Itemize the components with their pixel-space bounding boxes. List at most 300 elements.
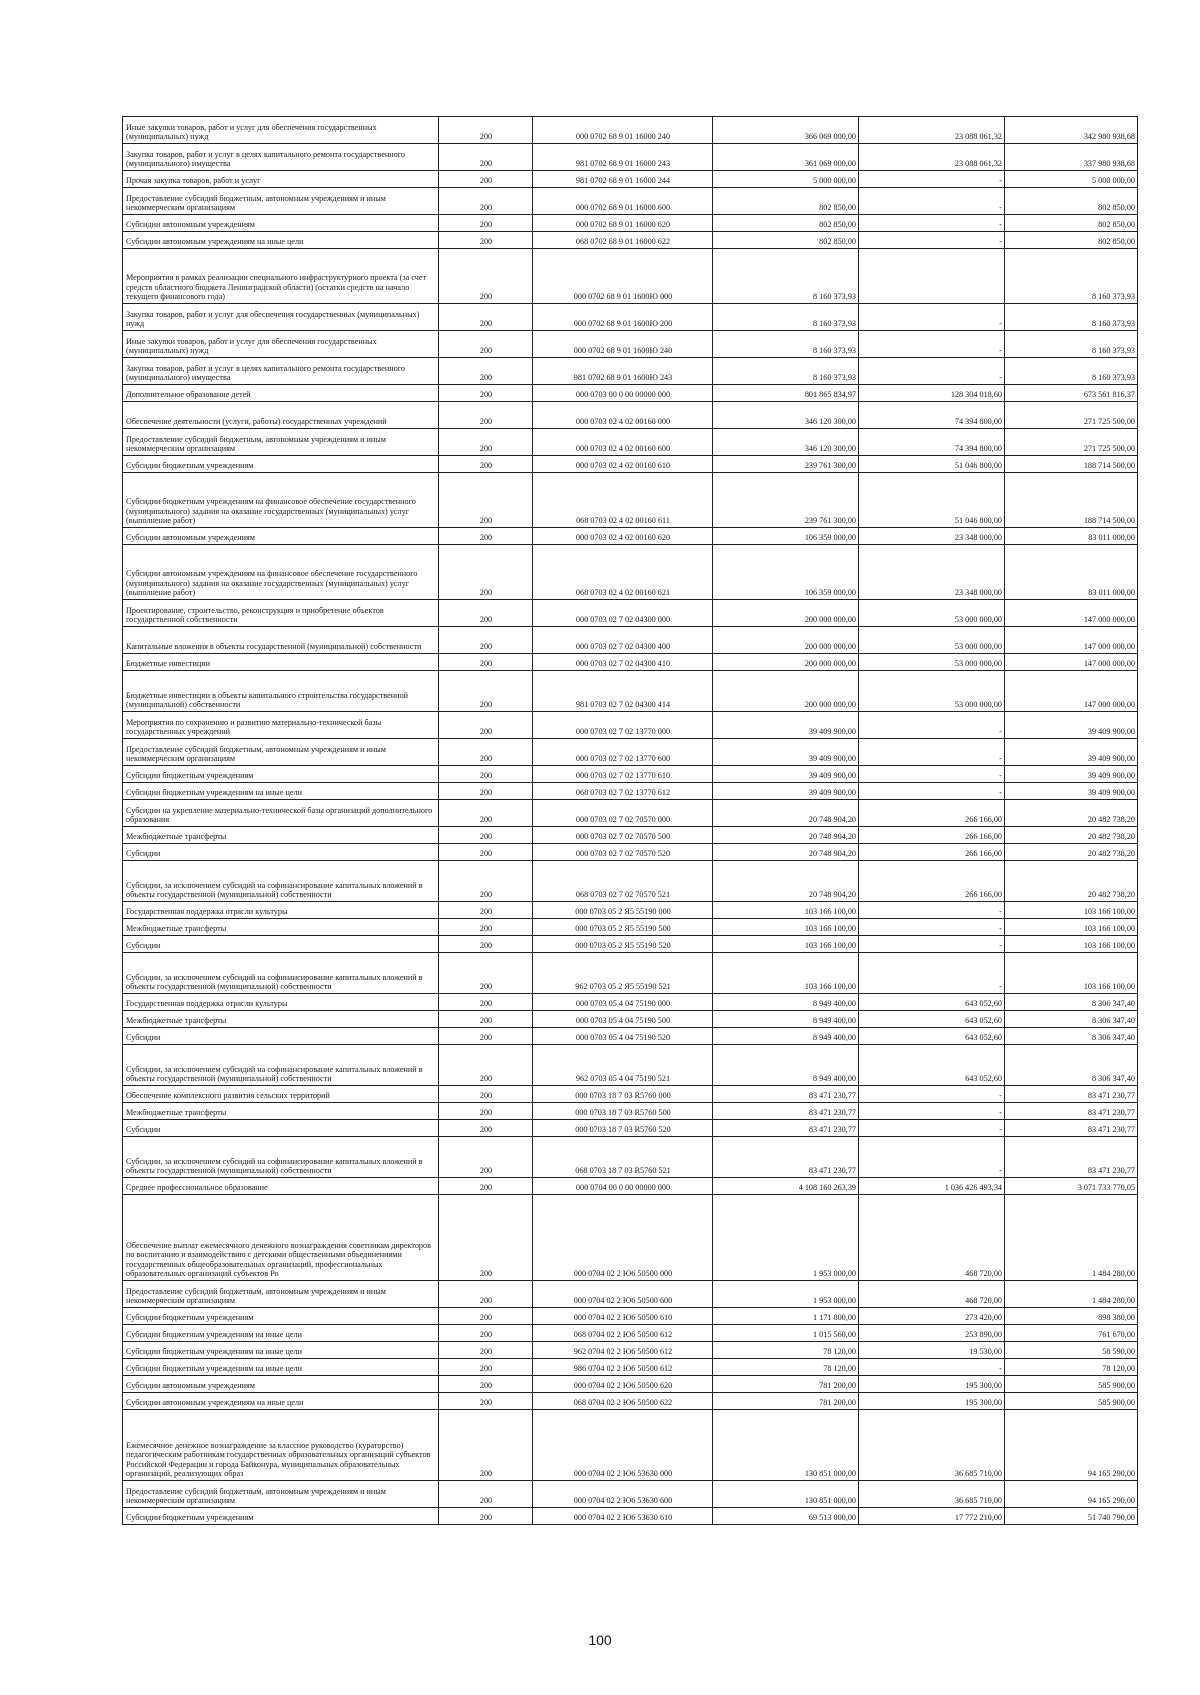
row-unexecuted-amount: 78 120,00 bbox=[1005, 1359, 1138, 1376]
table-row bbox=[123, 919, 1138, 936]
row-approved-amount: 8 160 373,93 bbox=[713, 358, 859, 385]
table-row bbox=[123, 1359, 1138, 1376]
row-unexecuted-amount: 147 000 000,00 bbox=[1005, 671, 1138, 712]
row-unexecuted-amount: 20 482 738,20 bbox=[1005, 800, 1138, 827]
row-executed-amount: - bbox=[859, 766, 1005, 783]
row-unexecuted-amount: 94 165 290,00 bbox=[1005, 1410, 1138, 1481]
row-executed-amount: - bbox=[859, 712, 1005, 739]
row-line-code: 200 bbox=[439, 171, 533, 188]
row-classification-code: 068 0703 02 4 02 00160 611 bbox=[533, 473, 713, 528]
table-row bbox=[123, 739, 1138, 766]
row-executed-amount: - bbox=[859, 936, 1005, 953]
row-name: Мероприятия в рамках реализации специального инфраструктурного проекта (за счет средств областного бюджета Ленинградской области) (остатки средств на начало текущего финансового года) bbox=[123, 249, 439, 304]
row-unexecuted-amount: 147 000 000,00 bbox=[1005, 627, 1138, 654]
row-unexecuted-amount: 802 850,00 bbox=[1005, 215, 1138, 232]
table-row bbox=[123, 671, 1138, 712]
row-unexecuted-amount: 8 306 347,40 bbox=[1005, 1045, 1138, 1086]
row-line-code: 200 bbox=[439, 1045, 533, 1086]
row-line-code: 200 bbox=[439, 528, 533, 545]
row-approved-amount: 106 359 000,00 bbox=[713, 528, 859, 545]
table-row bbox=[123, 1120, 1138, 1137]
row-name: Проектирование, строительство, реконструкция и приобретение объектов государственной собственности bbox=[123, 600, 439, 627]
row-unexecuted-amount: 585 900,00 bbox=[1005, 1376, 1138, 1393]
table-row bbox=[123, 1011, 1138, 1028]
table-row bbox=[123, 994, 1138, 1011]
row-line-code: 200 bbox=[439, 1376, 533, 1393]
row-name: Субсидии, за исключением субсидий на софинансирование капитальных вложений в объекты государственной (муниципальной) собственности bbox=[123, 861, 439, 902]
row-executed-amount bbox=[859, 249, 1005, 304]
row-name: Субсидии bbox=[123, 1028, 439, 1045]
row-executed-amount: 1 036 426 493,34 bbox=[859, 1178, 1005, 1195]
row-classification-code: 068 0704 02 2 Ю6 50500 622 bbox=[533, 1393, 713, 1410]
row-name: Ежемесячное денежное вознаграждение за классное руководство (кураторство) педагогическим работникам государственных образовательных организаций субъектов Российской Федерации и города Байконура, муниципальных образовательных организаций, реализующих образ bbox=[123, 1410, 439, 1481]
row-executed-amount: - bbox=[859, 783, 1005, 800]
row-classification-code: 000 0702 68 9 01 16000 600 bbox=[533, 188, 713, 215]
table-row bbox=[123, 827, 1138, 844]
row-executed-amount: 195 300,00 bbox=[859, 1393, 1005, 1410]
row-name: Субсидии bbox=[123, 936, 439, 953]
row-classification-code: 000 0704 02 2 Ю6 50500 000 bbox=[533, 1195, 713, 1281]
table-row bbox=[123, 654, 1138, 671]
row-unexecuted-amount: 103 166 100,00 bbox=[1005, 919, 1138, 936]
table-row bbox=[123, 473, 1138, 528]
row-line-code: 200 bbox=[439, 429, 533, 456]
row-line-code: 200 bbox=[439, 144, 533, 171]
row-approved-amount: 83 471 230,77 bbox=[713, 1120, 859, 1137]
row-approved-amount: 781 200,00 bbox=[713, 1376, 859, 1393]
row-executed-amount: 74 394 800,00 bbox=[859, 402, 1005, 429]
row-line-code: 200 bbox=[439, 712, 533, 739]
row-executed-amount: 253 890,00 bbox=[859, 1325, 1005, 1342]
row-unexecuted-amount: 673 561 816,37 bbox=[1005, 385, 1138, 402]
row-executed-amount: 17 772 210,00 bbox=[859, 1508, 1005, 1525]
row-approved-amount: 8 949 400,00 bbox=[713, 994, 859, 1011]
row-line-code: 200 bbox=[439, 1137, 533, 1178]
row-name: Субсидии автономным учреждениям на иные цели bbox=[123, 1393, 439, 1410]
row-unexecuted-amount: 39 409 900,00 bbox=[1005, 783, 1138, 800]
row-classification-code: 986 0704 02 2 Ю6 50500 612 bbox=[533, 1359, 713, 1376]
row-unexecuted-amount: 8 160 373,93 bbox=[1005, 331, 1138, 358]
row-executed-amount: 19 530,00 bbox=[859, 1342, 1005, 1359]
row-executed-amount: - bbox=[859, 739, 1005, 766]
row-line-code: 200 bbox=[439, 304, 533, 331]
row-line-code: 200 bbox=[439, 1393, 533, 1410]
row-line-code: 200 bbox=[439, 1028, 533, 1045]
row-approved-amount: 78 120,00 bbox=[713, 1342, 859, 1359]
row-line-code: 200 bbox=[439, 739, 533, 766]
row-line-code: 200 bbox=[439, 215, 533, 232]
row-classification-code: 000 0702 68 9 01 16000 620 bbox=[533, 215, 713, 232]
row-line-code: 200 bbox=[439, 188, 533, 215]
row-executed-amount: - bbox=[859, 953, 1005, 994]
row-approved-amount: 8 160 373,93 bbox=[713, 304, 859, 331]
row-executed-amount: 643 052,60 bbox=[859, 994, 1005, 1011]
row-approved-amount: 366 069 000,00 bbox=[713, 117, 859, 144]
row-line-code: 200 bbox=[439, 953, 533, 994]
row-line-code: 200 bbox=[439, 861, 533, 902]
table-row bbox=[123, 1086, 1138, 1103]
row-name: Субсидии бюджетным учреждениям bbox=[123, 766, 439, 783]
row-executed-amount: - bbox=[859, 919, 1005, 936]
row-classification-code: 962 0703 05 4 04 75190 521 bbox=[533, 1045, 713, 1086]
table-row bbox=[123, 1393, 1138, 1410]
row-classification-code: 068 0703 02 4 02 00160 621 bbox=[533, 545, 713, 600]
row-unexecuted-amount: 271 725 500,00 bbox=[1005, 429, 1138, 456]
row-classification-code: 981 0703 02 7 02 04300 414 bbox=[533, 671, 713, 712]
row-executed-amount: 36 685 710,00 bbox=[859, 1481, 1005, 1508]
row-classification-code: 000 0703 02 4 02 00160 620 bbox=[533, 528, 713, 545]
table-row bbox=[123, 215, 1138, 232]
row-name: Субсидии bbox=[123, 844, 439, 861]
row-unexecuted-amount: 898 380,00 bbox=[1005, 1308, 1138, 1325]
row-line-code: 200 bbox=[439, 902, 533, 919]
table-row bbox=[123, 844, 1138, 861]
table-row bbox=[123, 712, 1138, 739]
row-classification-code: 000 0703 05 2 Я5 55190 500 bbox=[533, 919, 713, 936]
row-approved-amount: 20 748 904,20 bbox=[713, 844, 859, 861]
row-executed-amount: 266 166,00 bbox=[859, 844, 1005, 861]
budget-table bbox=[122, 116, 1138, 1525]
row-name: Закупка товаров, работ и услуг для обеспечения государственных (муниципальных) нужд bbox=[123, 304, 439, 331]
row-name: Закупка товаров, работ и услуг в целях капитального ремонта государственного (муниципального) имущества bbox=[123, 358, 439, 385]
table-row bbox=[123, 600, 1138, 627]
row-unexecuted-amount: 1 484 280,00 bbox=[1005, 1281, 1138, 1308]
table-row bbox=[123, 1308, 1138, 1325]
row-unexecuted-amount: 3 071 733 770,05 bbox=[1005, 1178, 1138, 1195]
row-approved-amount: 83 471 230,77 bbox=[713, 1103, 859, 1120]
table-row bbox=[123, 1028, 1138, 1045]
row-executed-amount: - bbox=[859, 1086, 1005, 1103]
row-executed-amount: - bbox=[859, 1137, 1005, 1178]
table-row bbox=[123, 456, 1138, 473]
row-classification-code: 000 0703 02 7 02 04300 000 bbox=[533, 600, 713, 627]
row-approved-amount: 69 513 000,00 bbox=[713, 1508, 859, 1525]
row-unexecuted-amount: 58 590,00 bbox=[1005, 1342, 1138, 1359]
row-classification-code: 000 0703 02 7 02 13770 000 bbox=[533, 712, 713, 739]
row-name: Субсидии bbox=[123, 1120, 439, 1137]
row-executed-amount: 195 300,00 bbox=[859, 1376, 1005, 1393]
row-approved-amount: 8 949 400,00 bbox=[713, 1011, 859, 1028]
row-name: Иные закупки товаров, работ и услуг для обеспечения государственных (муниципальных) нужд bbox=[123, 117, 439, 144]
row-classification-code: 000 0704 02 2 Ю6 53630 600 bbox=[533, 1481, 713, 1508]
row-unexecuted-amount: 103 166 100,00 bbox=[1005, 936, 1138, 953]
row-approved-amount: 802 850,00 bbox=[713, 188, 859, 215]
row-classification-code: 000 0703 02 4 02 00160 000 bbox=[533, 402, 713, 429]
row-unexecuted-amount: 8 160 373,93 bbox=[1005, 304, 1138, 331]
row-executed-amount: 23 348 000,00 bbox=[859, 528, 1005, 545]
row-name: Среднее профессиональное образование bbox=[123, 1178, 439, 1195]
table-row bbox=[123, 1325, 1138, 1342]
row-name: Бюджетные инвестиции в объекты капитального строительства государственной (муниципальной) собственности bbox=[123, 671, 439, 712]
row-name: Субсидии бюджетным учреждениям на финансовое обеспечение государственного (муниципального) задания на оказание государственных (муниципальных) услуг (выполнение работ) bbox=[123, 473, 439, 528]
row-name: Субсидии автономным учреждениям на финансовое обеспечение государственного (муниципального) задания на оказание государственных (муниципальных) услуг (выполнение работ) bbox=[123, 545, 439, 600]
row-approved-amount: 8 160 373,93 bbox=[713, 249, 859, 304]
row-name: Межбюджетные трансферты bbox=[123, 1103, 439, 1120]
row-executed-amount: 51 046 800,00 bbox=[859, 456, 1005, 473]
row-executed-amount: - bbox=[859, 358, 1005, 385]
row-line-code: 200 bbox=[439, 232, 533, 249]
budget-table-container bbox=[122, 116, 1138, 1525]
row-unexecuted-amount: 20 482 738,20 bbox=[1005, 844, 1138, 861]
row-classification-code: 000 0703 02 7 02 04300 400 bbox=[533, 627, 713, 654]
row-name: Субсидии бюджетным учреждениям на иные цели bbox=[123, 1359, 439, 1376]
row-name: Межбюджетные трансферты bbox=[123, 827, 439, 844]
row-approved-amount: 801 865 834,97 bbox=[713, 385, 859, 402]
table-row bbox=[123, 1481, 1138, 1508]
row-classification-code: 000 0704 02 2 Ю6 53630 000 bbox=[533, 1410, 713, 1481]
row-approved-amount: 346 120 300,00 bbox=[713, 402, 859, 429]
row-unexecuted-amount: 39 409 900,00 bbox=[1005, 766, 1138, 783]
row-line-code: 200 bbox=[439, 1342, 533, 1359]
row-line-code: 200 bbox=[439, 402, 533, 429]
row-name: Государственная поддержка отрасли культуры bbox=[123, 902, 439, 919]
row-unexecuted-amount: 8 306 347,40 bbox=[1005, 1011, 1138, 1028]
table-row bbox=[123, 429, 1138, 456]
table-row bbox=[123, 188, 1138, 215]
row-name: Субсидии бюджетным учреждениям bbox=[123, 456, 439, 473]
row-unexecuted-amount: 20 482 738,20 bbox=[1005, 861, 1138, 902]
row-line-code: 200 bbox=[439, 1178, 533, 1195]
row-executed-amount: - bbox=[859, 1359, 1005, 1376]
row-line-code: 200 bbox=[439, 1195, 533, 1281]
row-name: Субсидии бюджетным учреждениям bbox=[123, 1508, 439, 1525]
row-classification-code: 000 0704 02 2 Ю6 53630 610 bbox=[533, 1508, 713, 1525]
row-executed-amount: - bbox=[859, 215, 1005, 232]
row-unexecuted-amount: 8 306 347,40 bbox=[1005, 1028, 1138, 1045]
row-executed-amount: - bbox=[859, 232, 1005, 249]
table-row bbox=[123, 232, 1138, 249]
row-line-code: 200 bbox=[439, 358, 533, 385]
row-name: Субсидии автономным учреждениям bbox=[123, 1376, 439, 1393]
row-executed-amount: 53 000 000,00 bbox=[859, 671, 1005, 712]
row-classification-code: 000 0703 02 7 02 13770 610 bbox=[533, 766, 713, 783]
row-unexecuted-amount: 188 714 500,00 bbox=[1005, 456, 1138, 473]
row-classification-code: 981 0702 68 9 01 16000 243 bbox=[533, 144, 713, 171]
page-number: 100 bbox=[588, 1632, 612, 1648]
row-classification-code: 000 0703 05 4 04 75190 520 bbox=[533, 1028, 713, 1045]
row-executed-amount: - bbox=[859, 304, 1005, 331]
table-row bbox=[123, 171, 1138, 188]
row-approved-amount: 346 120 300,00 bbox=[713, 429, 859, 456]
table-row bbox=[123, 800, 1138, 827]
row-approved-amount: 8 949 400,00 bbox=[713, 1028, 859, 1045]
row-classification-code: 000 0704 02 2 Ю6 50500 610 bbox=[533, 1308, 713, 1325]
row-name: Предоставление субсидий бюджетным, автономным учреждениям и иным некоммерческим организациям bbox=[123, 1481, 439, 1508]
table-row bbox=[123, 861, 1138, 902]
row-executed-amount: 643 052,60 bbox=[859, 1028, 1005, 1045]
row-name: Иные закупки товаров, работ и услуг для обеспечения государственных (муниципальных) нужд bbox=[123, 331, 439, 358]
row-name: Межбюджетные трансферты bbox=[123, 919, 439, 936]
row-approved-amount: 781 200,00 bbox=[713, 1393, 859, 1410]
row-unexecuted-amount: 39 409 900,00 bbox=[1005, 739, 1138, 766]
table-row bbox=[123, 1103, 1138, 1120]
row-classification-code: 000 0703 05 4 04 75190 500 bbox=[533, 1011, 713, 1028]
row-name: Бюджетные инвестиции bbox=[123, 654, 439, 671]
row-line-code: 200 bbox=[439, 844, 533, 861]
table-row bbox=[123, 1342, 1138, 1359]
row-executed-amount: 53 000 000,00 bbox=[859, 654, 1005, 671]
row-classification-code: 068 0704 02 2 Ю6 50500 612 bbox=[533, 1325, 713, 1342]
row-name: Межбюджетные трансферты bbox=[123, 1011, 439, 1028]
row-approved-amount: 239 761 300,00 bbox=[713, 473, 859, 528]
row-line-code: 200 bbox=[439, 766, 533, 783]
table-row bbox=[123, 953, 1138, 994]
row-classification-code: 000 0703 02 7 02 13770 600 bbox=[533, 739, 713, 766]
row-name: Предоставление субсидий бюджетным, автономным учреждениям и иным некоммерческим организациям bbox=[123, 1281, 439, 1308]
row-name: Закупка товаров, работ и услуг в целях капитального ремонта государственного (муниципального) имущества bbox=[123, 144, 439, 171]
row-executed-amount: 468 720,00 bbox=[859, 1195, 1005, 1281]
row-approved-amount: 200 000 000,00 bbox=[713, 600, 859, 627]
row-unexecuted-amount: 147 000 000,00 bbox=[1005, 654, 1138, 671]
table-row bbox=[123, 1508, 1138, 1525]
row-approved-amount: 130 851 000,00 bbox=[713, 1410, 859, 1481]
row-approved-amount: 20 748 904,20 bbox=[713, 861, 859, 902]
row-unexecuted-amount: 83 471 230,77 bbox=[1005, 1137, 1138, 1178]
row-classification-code: 000 0703 05 4 04 75190 000 bbox=[533, 994, 713, 1011]
row-approved-amount: 78 120,00 bbox=[713, 1359, 859, 1376]
row-executed-amount: - bbox=[859, 1120, 1005, 1137]
row-line-code: 200 bbox=[439, 654, 533, 671]
row-classification-code: 981 0702 68 9 01 1600Ю 243 bbox=[533, 358, 713, 385]
row-approved-amount: 103 166 100,00 bbox=[713, 902, 859, 919]
row-unexecuted-amount: 83 471 230,77 bbox=[1005, 1120, 1138, 1137]
row-classification-code: 000 0703 05 2 Я5 55190 000 bbox=[533, 902, 713, 919]
row-approved-amount: 103 166 100,00 bbox=[713, 936, 859, 953]
row-name: Прочая закупка товаров, работ и услуг bbox=[123, 171, 439, 188]
row-classification-code: 000 0703 02 4 02 00160 610 bbox=[533, 456, 713, 473]
row-approved-amount: 103 166 100,00 bbox=[713, 953, 859, 994]
row-line-code: 200 bbox=[439, 545, 533, 600]
table-row bbox=[123, 331, 1138, 358]
table-row bbox=[123, 936, 1138, 953]
table-row bbox=[123, 1410, 1138, 1481]
row-classification-code: 000 0703 18 7 03 R5760 500 bbox=[533, 1103, 713, 1120]
row-unexecuted-amount: 8 160 373,93 bbox=[1005, 358, 1138, 385]
row-classification-code: 000 0702 68 9 01 1600Ю 200 bbox=[533, 304, 713, 331]
row-approved-amount: 83 471 230,77 bbox=[713, 1137, 859, 1178]
row-name: Субсидии, за исключением субсидий на софинансирование капитальных вложений в объекты государственной (муниципальной) собственности bbox=[123, 1045, 439, 1086]
row-line-code: 200 bbox=[439, 456, 533, 473]
row-unexecuted-amount: 342 980 938,68 bbox=[1005, 117, 1138, 144]
row-approved-amount: 130 851 000,00 bbox=[713, 1481, 859, 1508]
row-unexecuted-amount: 94 165 290,00 bbox=[1005, 1481, 1138, 1508]
row-line-code: 200 bbox=[439, 1325, 533, 1342]
table-row bbox=[123, 783, 1138, 800]
row-line-code: 200 bbox=[439, 1359, 533, 1376]
row-classification-code: 000 0704 02 2 Ю6 50500 600 bbox=[533, 1281, 713, 1308]
row-classification-code: 068 0703 02 7 02 13770 612 bbox=[533, 783, 713, 800]
row-classification-code: 000 0704 02 2 Ю6 50500 620 bbox=[533, 1376, 713, 1393]
row-line-code: 200 bbox=[439, 1481, 533, 1508]
row-classification-code: 000 0703 02 7 02 70570 500 bbox=[533, 827, 713, 844]
row-line-code: 200 bbox=[439, 936, 533, 953]
table-row bbox=[123, 385, 1138, 402]
row-line-code: 200 bbox=[439, 1281, 533, 1308]
row-unexecuted-amount: 188 714 500,00 bbox=[1005, 473, 1138, 528]
row-executed-amount: 128 304 018,60 bbox=[859, 385, 1005, 402]
row-approved-amount: 1 171 800,00 bbox=[713, 1308, 859, 1325]
row-line-code: 200 bbox=[439, 1308, 533, 1325]
row-classification-code: 000 0703 05 2 Я5 55190 520 bbox=[533, 936, 713, 953]
row-name: Капитальные вложения в объекты государственной (муниципальной) собственности bbox=[123, 627, 439, 654]
row-approved-amount: 39 409 900,00 bbox=[713, 739, 859, 766]
row-line-code: 200 bbox=[439, 1508, 533, 1525]
row-line-code: 200 bbox=[439, 600, 533, 627]
row-approved-amount: 200 000 000,00 bbox=[713, 671, 859, 712]
row-name: Субсидии бюджетным учреждениям на иные цели bbox=[123, 1325, 439, 1342]
row-executed-amount: - bbox=[859, 902, 1005, 919]
row-line-code: 200 bbox=[439, 473, 533, 528]
row-unexecuted-amount: 802 850,00 bbox=[1005, 232, 1138, 249]
row-approved-amount: 20 748 904,20 bbox=[713, 827, 859, 844]
row-line-code: 200 bbox=[439, 1120, 533, 1137]
row-line-code: 200 bbox=[439, 1086, 533, 1103]
row-classification-code: 068 0703 18 7 03 R5760 521 bbox=[533, 1137, 713, 1178]
row-approved-amount: 1 015 560,00 bbox=[713, 1325, 859, 1342]
row-unexecuted-amount: 8 306 347,40 bbox=[1005, 994, 1138, 1011]
row-line-code: 200 bbox=[439, 827, 533, 844]
table-row bbox=[123, 249, 1138, 304]
row-approved-amount: 83 471 230,77 bbox=[713, 1086, 859, 1103]
row-unexecuted-amount: 20 482 738,20 bbox=[1005, 827, 1138, 844]
row-approved-amount: 39 409 900,00 bbox=[713, 783, 859, 800]
row-name: Предоставление субсидий бюджетным, автономным учреждениям и иным некоммерческим организациям bbox=[123, 429, 439, 456]
row-line-code: 200 bbox=[439, 1011, 533, 1028]
row-line-code: 200 bbox=[439, 385, 533, 402]
row-executed-amount: 74 394 800,00 bbox=[859, 429, 1005, 456]
row-executed-amount: 643 052,60 bbox=[859, 1011, 1005, 1028]
row-approved-amount: 8 160 373,93 bbox=[713, 331, 859, 358]
row-name: Дополнительное образование детей bbox=[123, 385, 439, 402]
row-unexecuted-amount: 5 000 000,00 bbox=[1005, 171, 1138, 188]
row-classification-code: 000 0703 18 7 03 R5760 520 bbox=[533, 1120, 713, 1137]
row-executed-amount: 51 046 800,00 bbox=[859, 473, 1005, 528]
row-approved-amount: 1 953 000,00 bbox=[713, 1281, 859, 1308]
row-unexecuted-amount: 147 000 000,00 bbox=[1005, 600, 1138, 627]
row-line-code: 200 bbox=[439, 919, 533, 936]
row-unexecuted-amount: 271 725 500,00 bbox=[1005, 402, 1138, 429]
row-unexecuted-amount: 802 850,00 bbox=[1005, 188, 1138, 215]
row-classification-code: 000 0702 68 9 01 1600Ю 240 bbox=[533, 331, 713, 358]
row-classification-code: 000 0703 02 7 02 04300 410 bbox=[533, 654, 713, 671]
row-executed-amount: 643 052,60 bbox=[859, 1045, 1005, 1086]
row-line-code: 200 bbox=[439, 994, 533, 1011]
row-classification-code: 962 0704 02 2 Ю6 50500 612 bbox=[533, 1342, 713, 1359]
table-row bbox=[123, 1376, 1138, 1393]
row-name: Обеспечение деятельности (услуги, работы) государственных учреждений bbox=[123, 402, 439, 429]
row-unexecuted-amount: 103 166 100,00 bbox=[1005, 902, 1138, 919]
row-classification-code: 981 0702 68 9 01 16000 244 bbox=[533, 171, 713, 188]
row-classification-code: 068 0702 68 9 01 16000 622 bbox=[533, 232, 713, 249]
row-classification-code: 000 0703 18 7 03 R5760 000 bbox=[533, 1086, 713, 1103]
row-unexecuted-amount: 1 484 280,00 bbox=[1005, 1195, 1138, 1281]
row-unexecuted-amount: 39 409 900,00 bbox=[1005, 712, 1138, 739]
row-classification-code: 000 0703 00 0 00 00000 000 bbox=[533, 385, 713, 402]
row-approved-amount: 103 166 100,00 bbox=[713, 919, 859, 936]
row-unexecuted-amount: 83 011 000,00 bbox=[1005, 528, 1138, 545]
row-line-code: 200 bbox=[439, 1103, 533, 1120]
row-approved-amount: 106 359 000,00 bbox=[713, 545, 859, 600]
row-name: Мероприятия по сохранению и развитию материально-технической базы государственных учреждений bbox=[123, 712, 439, 739]
row-line-code: 200 bbox=[439, 627, 533, 654]
row-name: Субсидии бюджетным учреждениям bbox=[123, 1308, 439, 1325]
row-executed-amount: - bbox=[859, 331, 1005, 358]
table-row bbox=[123, 1045, 1138, 1086]
row-approved-amount: 1 953 000,00 bbox=[713, 1195, 859, 1281]
row-approved-amount: 20 748 904,20 bbox=[713, 800, 859, 827]
table-row bbox=[123, 766, 1138, 783]
row-classification-code: 068 0703 02 7 02 70570 521 bbox=[533, 861, 713, 902]
